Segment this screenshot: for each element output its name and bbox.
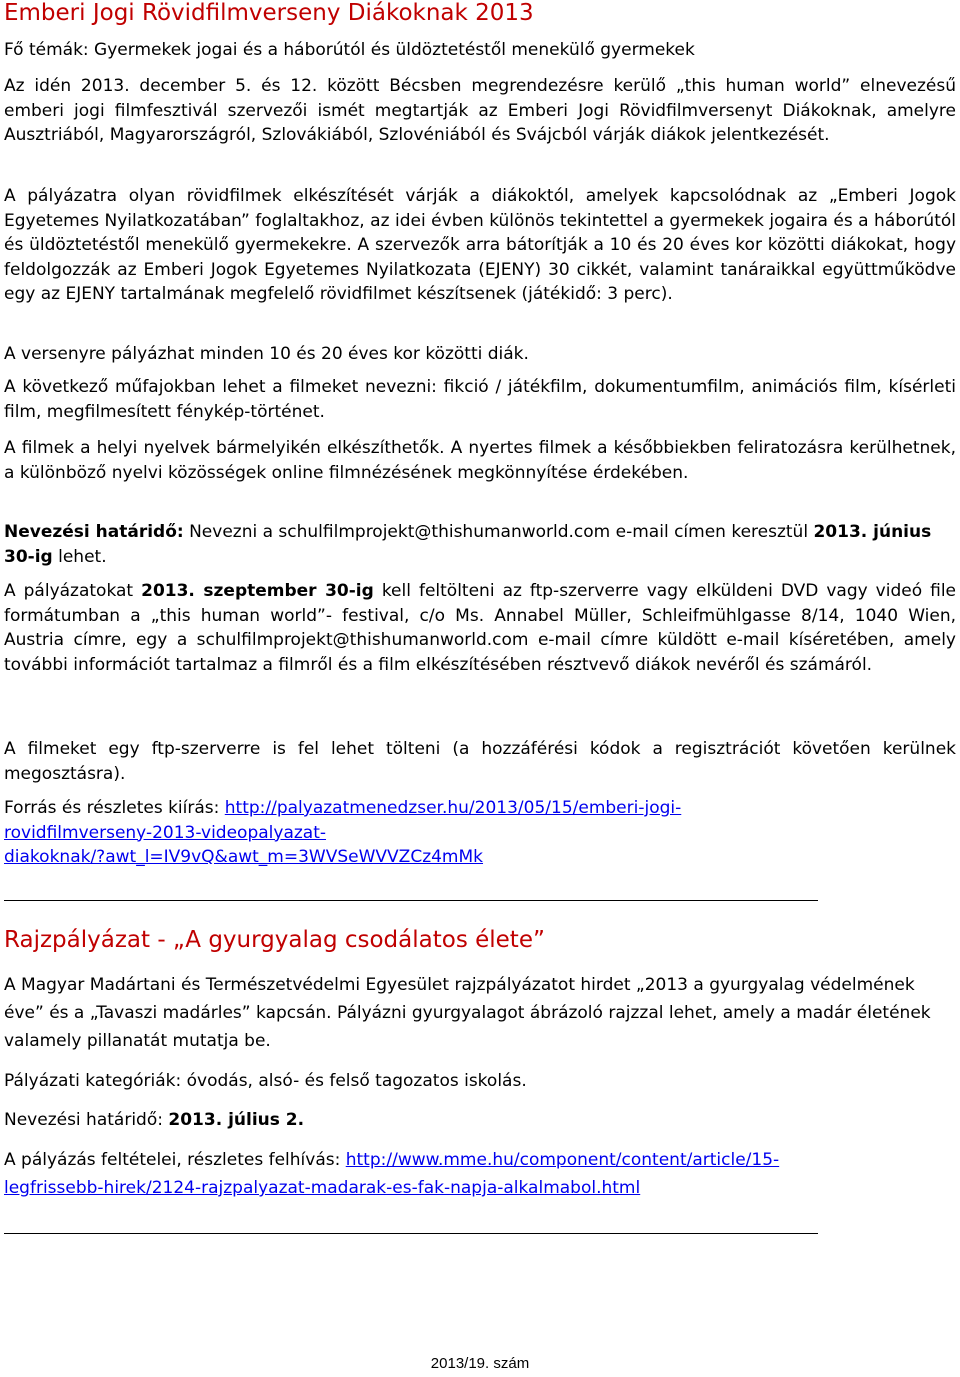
topics-paragraph: Fő témák: Gyermekek jogai és a háborútól és üldöztetéstől menekülő gyermekek [4,40,695,60]
deadline-paragraph [4,520,956,569]
article-title-drawing-contest: Rajzpályázat - „A gyurgyalag csodálatos élete” [4,927,545,953]
conditions-label: A pályázás feltételei, részletes felhívás: [4,1150,346,1170]
upload-text: kell feltölteni az ftp-szerverre vagy elküldeni DVD vagy videó file formátumban a „this human world”- festival, c/o Ms. Annabel Müller, Schleifmühlgasse 8/14, 1040 Wien, Austria címre, egy a schulfilmprojekt@thishumanworld.com e-mail címre küldött e-mail kíséretében, amely további információt tartalmaz a filmről és a film elkészítésében résztvevő diákok nevéről és számáról. [4,581,957,675]
source-link-part-2[interactable]: rovidfilmverseny-2013-videopalyazat- [4,822,327,843]
section-divider [4,900,818,901]
source-label: Forrás és részletes kiírás: [4,798,225,818]
drawing-categories-paragraph: Pályázati kategóriák: óvodás, alsó- és felső tagozatos iskolás. [4,1071,527,1091]
eligibility-paragraph: A versenyre pályázhat minden 10 és 20 éves kor közötti diák. [4,344,529,364]
ftp-paragraph: A filmeket egy ftp-szerverre is fel lehet tölteni (a hozzáférési kódok a regisztrációt követően kerülnek megosztásra). [4,739,956,784]
call-paragraph: A pályázatra olyan rövidfilmek elkészítését várják a diákoktól, amelyek kapcsolódnak az „Emberi Jogok Egyetemes Nyilatkozatában” foglaltakhoz, az idei évben különös tekintettel a gyermekek jogaira és a háborútól és üldöztetéstől menekülő gyermekekre. A szervezők arra bátorítják a 10 és 20 éves kor közötti diákokat, hogy feldolgozzák az Emberi Jogok Egyetemes Nyilatkozata (EJENY) 30 cikkét, valamint tanáraikkal együttműködve egy az EJENY tartalmának megfelelő rövidfilmet készítsenek (játékidő: 3 perc). [4,186,956,304]
drawing-deadline-paragraph [4,1108,956,1133]
upload-prefix: A pályázatokat [4,581,142,601]
drawing-deadline-date: 2013. július 2. [168,1110,305,1130]
drawing-conditions-paragraph [4,1146,956,1202]
upload-paragraph [4,579,956,677]
source-paragraph [4,796,956,870]
drawing-intro-paragraph: A Magyar Madártani és Természetvédelmi Egyesület rajzpályázatot hirdet „2013 a gyurgyalag védelmének éve” és a „Tavaszi madárles” kapcsán. Pályázni gyurgyalagot ábrázoló rajzzal lehet, amely a madár életének valamely pillanatát mutatja be. [4,975,931,1051]
deadline-label: Nevezési határidő: [4,522,184,542]
source-link-part-1[interactable]: http://palyazatmenedzser.hu/2013/05/15/emberi-jogi- [224,798,682,818]
article-title-film-contest: Emberi Jogi Rövidfilmverseny Diákoknak 2013 [4,0,534,26]
deadline-date: 2013. június 30-ig [4,522,932,567]
section-divider-bottom [4,1233,818,1234]
genres-paragraph: A következő műfajokban lehet a filmeket nevezni: fikció / játékfilm, dokumentumfilm, animációs film, kísérleti film, megfilmesített fénykép-történet. [4,377,956,422]
deadline-tail: lehet. [52,546,107,567]
languages-paragraph: A filmek a helyi nyelvek bármelyikén elkészíthetők. A nyertes filmek a későbbiekben feliratozásra kerülhetnek, a különböző nyelvi közösségek online filmnézésének megkönnyítése érdekében. [4,438,956,483]
intro-paragraph: Az idén 2013. december 5. és 12. között Bécsben megrendezésre kerülő „this human world” elnevezésű emberi jogi filmfesztivál szervezői ismét megtartják az Emberi Jogi Rövidfilmversenyt Diákoknak, amelyre Ausztriából, Magyarországról, Szlovákiából, Szlovéniából és Svájcból várják diákok jelentkezését. [4,76,956,145]
upload-date: 2013. szeptember 30-ig [141,581,374,601]
conditions-link-part-1[interactable]: http://www.mme.hu/component/content/article/15- [345,1150,780,1170]
issue-footer: 2013/19. szám [430,1355,530,1372]
source-link-part-3[interactable]: diakoknak/?awt_l=IV9vQ&awt_m=3WVSeWVVZCz4mMk [4,847,484,867]
conditions-link-part-2[interactable]: legfrissebb-hirek/2124-rajzpalyazat-madarak-es-fak-napja-alkalmabol.html [4,1178,641,1198]
drawing-deadline-label: Nevezési határidő: [4,1110,169,1130]
deadline-text: Nevezni a schulfilmprojekt@thishumanworld.com e-mail címen keresztül [183,522,814,542]
